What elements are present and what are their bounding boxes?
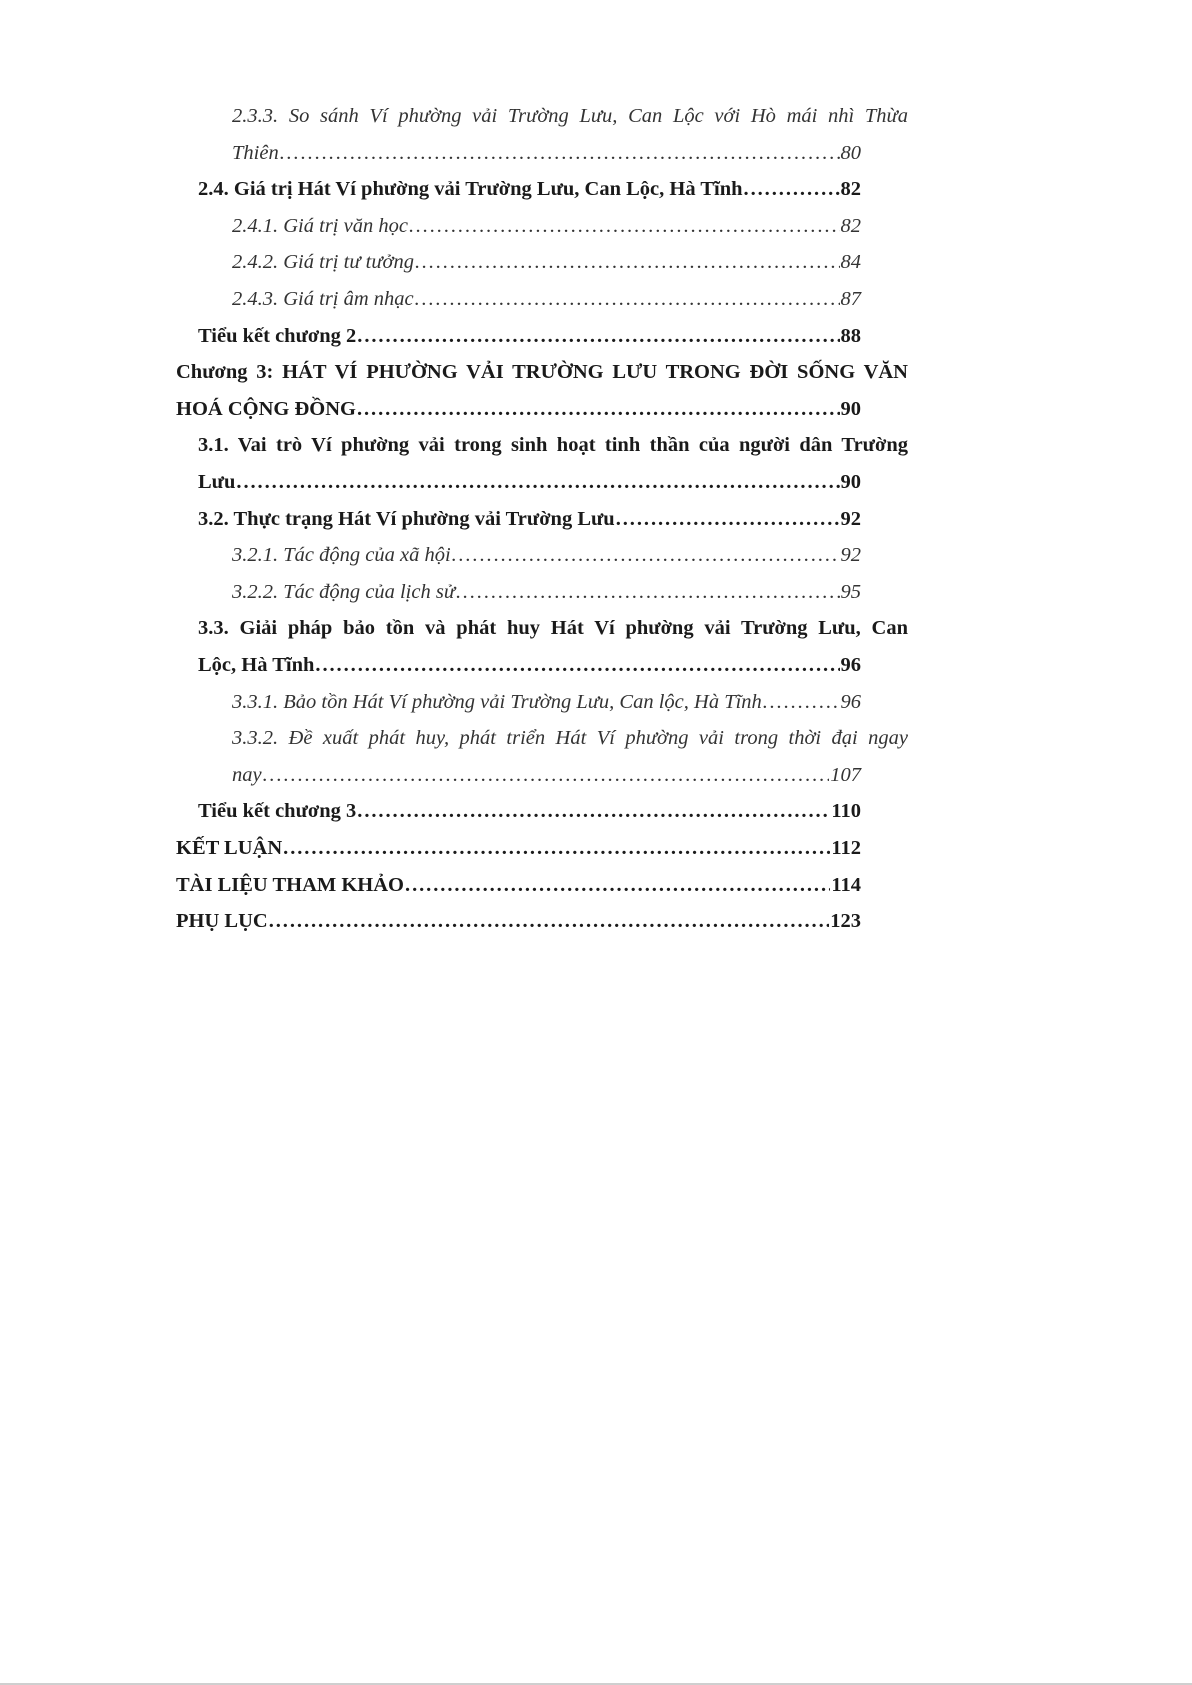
toc-dot-leader [452, 537, 840, 574]
toc-page-number: 95 [840, 580, 861, 603]
toc-page-number: 110 [831, 800, 861, 823]
toc-dot-leader [744, 171, 840, 208]
toc-dot-leader [616, 501, 840, 538]
toc-page-number: 87 [840, 288, 861, 310]
toc-page-number: 96 [840, 690, 861, 713]
toc-entry-title[interactable]: 3.1. Vai trò Ví phường vải trong sinh hoạt tinh thần của người dân Trường [198, 434, 908, 457]
toc-entry-title: 3.2.1. Tác động của xã hội [232, 544, 451, 567]
toc-entry-title: Tiểu kết chương 2 [198, 324, 357, 347]
toc-entry-line[interactable] [232, 684, 861, 721]
toc-page-number: 82 [840, 178, 861, 201]
toc-entry-line[interactable] [232, 244, 861, 281]
toc-entry-title[interactable]: Chương 3: HÁT VÍ PHƯỜNG VẢI TRƯỜNG LƯU TRONG ĐỜI SỐNG VĂN [176, 361, 908, 384]
toc-entry-line[interactable] [232, 208, 861, 245]
toc-entry-title: 3.3.1. Bảo tồn Hát Ví phường vải Trường Lưu, Can lộc, Hà Tĩnh [232, 690, 762, 713]
toc-entry-line[interactable] [198, 318, 861, 355]
toc-entry-line[interactable] [198, 464, 861, 501]
toc-dot-leader [456, 574, 840, 611]
toc-entry-title: Thiên [232, 141, 279, 164]
toc-entry-title: 3.2. Thực trạng Hát Ví phường vải Trường Lưu [198, 507, 615, 530]
toc-entry-title: nay [232, 763, 262, 786]
toc-page-number: 92 [840, 507, 861, 530]
toc-entry-title: PHỤ LỤC [176, 910, 268, 933]
toc-page-number: 88 [840, 324, 861, 347]
toc-dot-leader [357, 318, 839, 355]
toc-dot-leader [357, 793, 830, 830]
toc-entry-title: KẾT LUẬN [176, 837, 283, 859]
toc-entry-line[interactable] [232, 135, 861, 172]
toc-dot-leader [280, 135, 840, 172]
toc-entry-title[interactable]: 2.3.3. So sánh Ví phường vải Trường Lưu, Can Lộc với Hò mái nhì Thừa [232, 105, 908, 127]
toc-entry-title: 2.4. Giá trị Hát Ví phường vải Trường Lưu, Can Lộc, Hà Tĩnh [198, 178, 743, 201]
toc-entry-title: Tiểu kết chương 3 [198, 800, 357, 823]
toc-dot-leader [415, 244, 840, 281]
toc-entry-line[interactable] [198, 793, 861, 830]
toc-entry-title: 2.4.1. Giá trị văn học [232, 214, 408, 237]
toc-entry-line[interactable] [232, 281, 861, 318]
toc-page-number: 96 [840, 654, 861, 676]
toc-entry-line[interactable] [198, 171, 861, 208]
toc-entry-line[interactable] [198, 501, 861, 538]
toc-entry-line[interactable] [176, 903, 861, 940]
toc-entry-line[interactable] [176, 391, 861, 428]
toc-entry-line[interactable] [198, 647, 861, 684]
toc-entry-line[interactable] [176, 867, 861, 904]
toc-entry-line[interactable] [232, 574, 861, 611]
toc-entry-title: TÀI LIỆU THAM KHẢO [176, 873, 405, 896]
toc-entry-title[interactable]: 3.3. Giải pháp bảo tồn và phát huy Hát Ví phường vải Trường Lưu, Can [198, 617, 908, 640]
toc-dot-leader [405, 867, 830, 904]
toc-dot-leader [236, 464, 839, 501]
toc-page-number: 107 [830, 763, 861, 786]
toc-entry-title: HOÁ CỘNG ĐỒNG [176, 397, 356, 420]
toc-dot-leader [763, 684, 840, 721]
toc-dot-leader [283, 830, 830, 867]
toc-entry-line[interactable] [176, 830, 861, 867]
toc-entry-line[interactable] [232, 757, 861, 794]
toc-page-number: 82 [840, 214, 861, 237]
toc-page-number: 114 [831, 873, 861, 896]
toc-page-number: 92 [840, 544, 861, 567]
toc-page-number: 123 [830, 910, 861, 933]
toc-page-number: 90 [840, 397, 861, 420]
toc-entry-line[interactable] [232, 537, 861, 574]
toc-entry-title[interactable]: 3.3.2. Đề xuất phát huy, phát triển Hát Ví phường vải trong thời đại ngay [232, 727, 908, 750]
toc-dot-leader [263, 757, 830, 794]
toc-page-number: 84 [840, 251, 861, 274]
toc-page-number: 80 [840, 141, 861, 164]
toc-entry-title: Lưu [198, 471, 236, 493]
toc-entry-title: 3.2.2. Tác động của lịch sử [232, 580, 455, 603]
toc-dot-leader [357, 391, 840, 428]
toc-page-number: 112 [831, 837, 861, 859]
toc-dot-leader [269, 903, 830, 940]
toc-dot-leader [315, 647, 839, 684]
toc-entry-title: Lộc, Hà Tĩnh [198, 654, 315, 676]
toc-entry-title: 2.4.2. Giá trị tư tưởng [232, 251, 414, 274]
toc-entry-title: 2.4.3. Giá trị âm nhạc [232, 288, 414, 310]
toc-page-number: 90 [840, 471, 861, 493]
toc-dot-leader [415, 281, 840, 318]
toc-dot-leader [409, 208, 840, 245]
